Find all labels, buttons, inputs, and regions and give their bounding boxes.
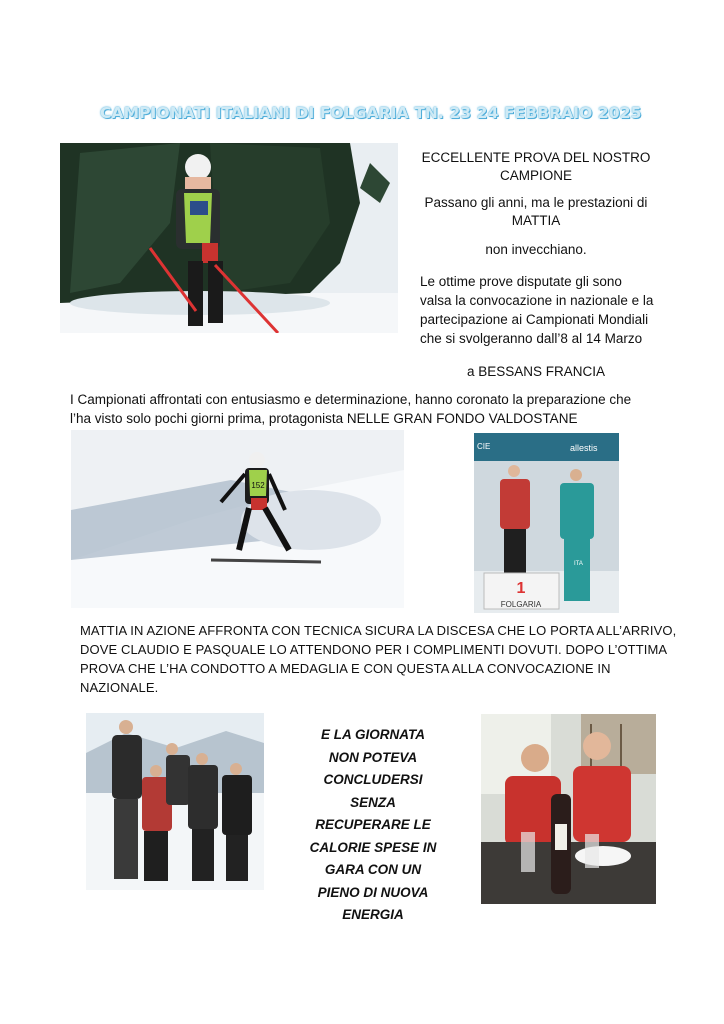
podium-place: FOLGARIA (500, 600, 542, 609)
article-body-line1: Le ottime prove disputate gli sono (420, 274, 622, 289)
page-title: CAMPIONATI ITALIANI DI FOLGARIA TN. 23 24 FEBBRAIO 2025 (100, 104, 642, 122)
article-body-line2: valsa la convocazione in nazionale e la (420, 293, 654, 308)
closing-line: CALORIE SPESE IN (309, 839, 437, 855)
caption-line1: MATTIA IN AZIONE AFFRONTA CON TECNICA SICURA LA DISCESA CHE LO PORTA ALL’ARRIVO, (80, 623, 677, 638)
caption-line2: DOVE CLAUDIO E PASQUALE LO ATTENDONO PER I COMPLIMENTI DOVUTI. DOPO L’OTTIMA (80, 642, 668, 657)
banner-left-text: CIE (477, 442, 491, 451)
closing-line: RECUPERARE LE (315, 817, 431, 832)
article-heading-line1: ECCELLENTE PROVA DEL NOSTRO (421, 150, 651, 165)
article-body-line3: partecipazione ai Campionati Mondiali (420, 312, 649, 327)
race-bib: 152 (251, 481, 265, 490)
article-intro-line2: MATTIA (511, 213, 561, 228)
group-photo (86, 713, 264, 890)
closing-line: CONCLUDERSI (323, 772, 423, 787)
team-back-text: ITA (574, 561, 583, 567)
closing-line: NON POTEVA (328, 749, 418, 765)
closing-line: E LA GIORNATA (321, 727, 425, 742)
dinner-photo (481, 714, 656, 904)
podium-number: 1 (516, 580, 526, 597)
article-wide-line1: I Campionati affrontati con entusiasmo e determinazione, hanno coronato la preparazione che (70, 392, 632, 407)
closing-text (308, 724, 438, 927)
article-body-line4: che si svolgeranno dall’8 al 14 Marzo (420, 331, 643, 346)
skier-action-photo (71, 430, 404, 608)
banner-text: allestis (570, 443, 598, 453)
closing-line: SENZA (350, 794, 396, 810)
closing-line: GARA CON UN (324, 862, 422, 877)
article-heading-line2: CAMPIONE (499, 168, 572, 183)
article-wide-line2: l’ha visto solo pochi giorni prima, protagonista NELLE GRAN FONDO VALDOSTANE (70, 411, 578, 426)
closing-line: PIENO DI NUOVA (317, 884, 429, 900)
article-location: a BESSANS FRANCIA (466, 364, 606, 379)
caption-line3: PROVA CHE L’HA CONDOTTO A MEDAGLIA E CON QUESTA ALLA CONVOCAZIONE IN NAZIONALE. (80, 661, 611, 695)
article-intro-line1: Passano gli anni, ma le prestazioni di (424, 195, 648, 210)
closing-line: ENERGIA (342, 907, 404, 922)
podium-photo (474, 433, 619, 613)
article-intro-line3: non invecchiano. (485, 242, 587, 257)
skier-trees-photo (60, 143, 398, 333)
